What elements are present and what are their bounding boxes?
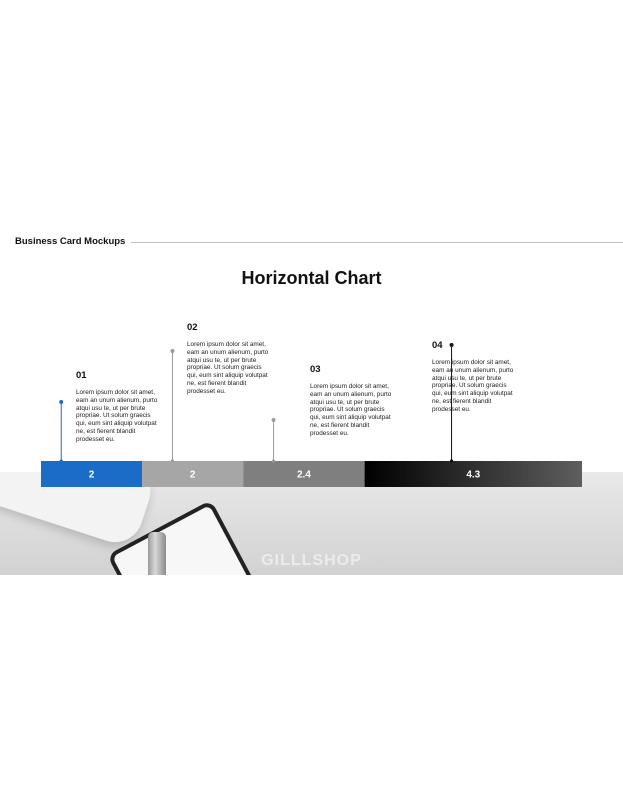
note-text: Lorem ipsum dolor sit amet, eam an unum alienum, purto atqui usu te, ut per brute propriae. Ut solum graecis qui, eum sint aliquip volutpat ne, est fierent blandit prodesset eu. [76, 389, 158, 443]
note-number: 04 [432, 340, 443, 351]
leader-base-dot [171, 459, 174, 462]
leader-dot [272, 418, 276, 422]
leader-base-dot [272, 459, 275, 462]
bar-value-label: 2 [189, 469, 196, 481]
note-number: 03 [310, 364, 321, 375]
bar-value-label: 2 [88, 469, 95, 481]
bar-value-label: 4.3 [466, 469, 481, 481]
note-03 [310, 364, 396, 438]
note-text: Lorem ipsum dolor sit amet, eam an unum alienum, purto atqui usu te, ut per brute propriae. Ut solum graecis qui, eum sint aliquip volutpat ne, est fierent blandit prodesset eu. [187, 341, 269, 395]
note-04 [432, 340, 518, 414]
leader-dot [59, 400, 63, 404]
note-number: 01 [76, 370, 87, 381]
leader-base-dot [60, 459, 63, 462]
leader-dot [170, 349, 174, 353]
note-text: Lorem ipsum dolor sit amet, eam an unum alienum, purto atqui usu te, ut per brute propriae. Ut solum graecis qui, eum sint aliquip volutpat ne, est fierent blandit prodesset eu. [310, 383, 392, 437]
note-02 [187, 322, 273, 396]
bar-value-label: 2.4 [296, 469, 311, 481]
note-number: 02 [187, 322, 198, 333]
leader-base-dot [450, 459, 453, 462]
watermark: GILLLSHOP [261, 552, 362, 569]
chart-title: Horizontal Chart [241, 268, 382, 288]
slide [0, 224, 623, 575]
brand-label: Business Card Mockups [15, 236, 126, 247]
note-01 [76, 370, 162, 444]
note-text: Lorem ipsum dolor sit amet, eam an unum alienum, purto atqui usu te, ut per brute propriae. Ut solum graecis qui, eum sint aliquip volutpat ne, est fierent blandit prodesset eu. [432, 359, 514, 413]
